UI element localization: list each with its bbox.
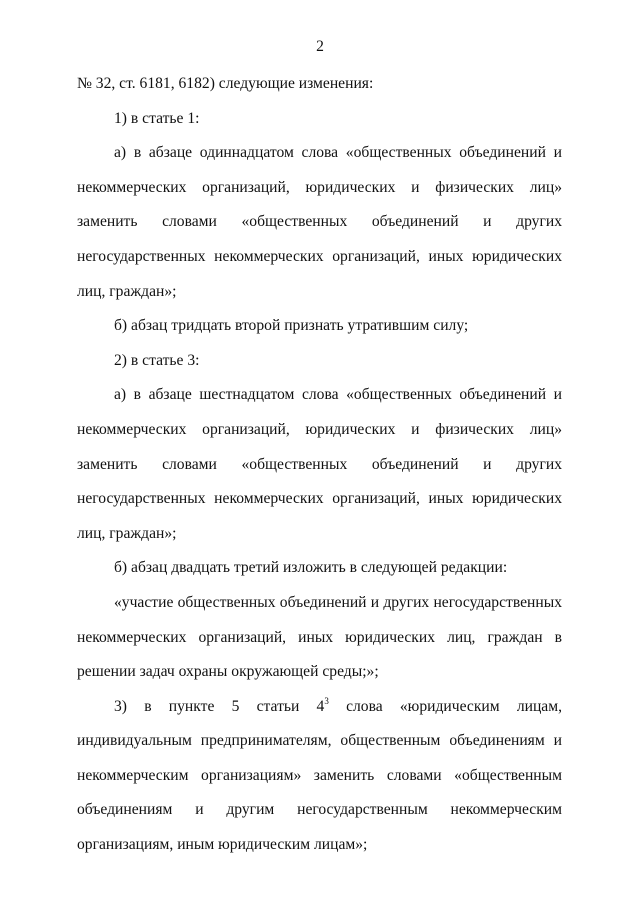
document-body xyxy=(77,67,562,863)
paragraph-quoted-text: «участие общественных объединений и других негосударственных некоммерческих организаций, иных юридических лиц, граждан в решении задач охраны окружающей среды;»; xyxy=(77,593,562,681)
paragraph-item-1: 1) в статье 1: xyxy=(114,109,200,127)
paragraph-continuation: № 32, ст. 6181, 6182) следующие изменения: xyxy=(77,75,374,92)
item-3-lead: 3) в пункте 5 статьи 4 xyxy=(114,697,325,715)
superscript-article-index: 3 xyxy=(324,695,329,706)
paragraph-item-1b: б) абзац тридцать второй признать утратившим силу; xyxy=(114,317,469,335)
paragraph-item-3 xyxy=(77,690,562,863)
page-number: 2 xyxy=(316,38,324,55)
item-3-rest: слова «юридическим лицам, индивидуальным предпринимателям, общественным объединениям и некоммерческим организациям» заменить словами «общественным объединениям и другим негосударственным некоммерческим организациям, иным юридическим лицам»; xyxy=(77,697,562,854)
paragraph-item-2b: б) абзац двадцать третий изложить в следующей редакции: xyxy=(114,559,508,577)
paragraph-item-1a: а) в абзаце одиннадцатом слова «общественных объединений и некоммерческих организаций, юридических и физических лиц» заменить словами «общественных объединений и других негосударственных некоммерческих организаций, иных юридических лиц, граждан»; xyxy=(77,144,562,300)
paragraph-item-2a: а) в абзаце шестнадцатом слова «общественных объединений и некоммерческих организаций, юридических и физических лиц» заменить словами «общественных объединений и других негосударственных некоммерческих организаций, иных юридических лиц, граждан»; xyxy=(77,386,562,542)
paragraph-item-2: 2) в статье 3: xyxy=(114,351,200,369)
